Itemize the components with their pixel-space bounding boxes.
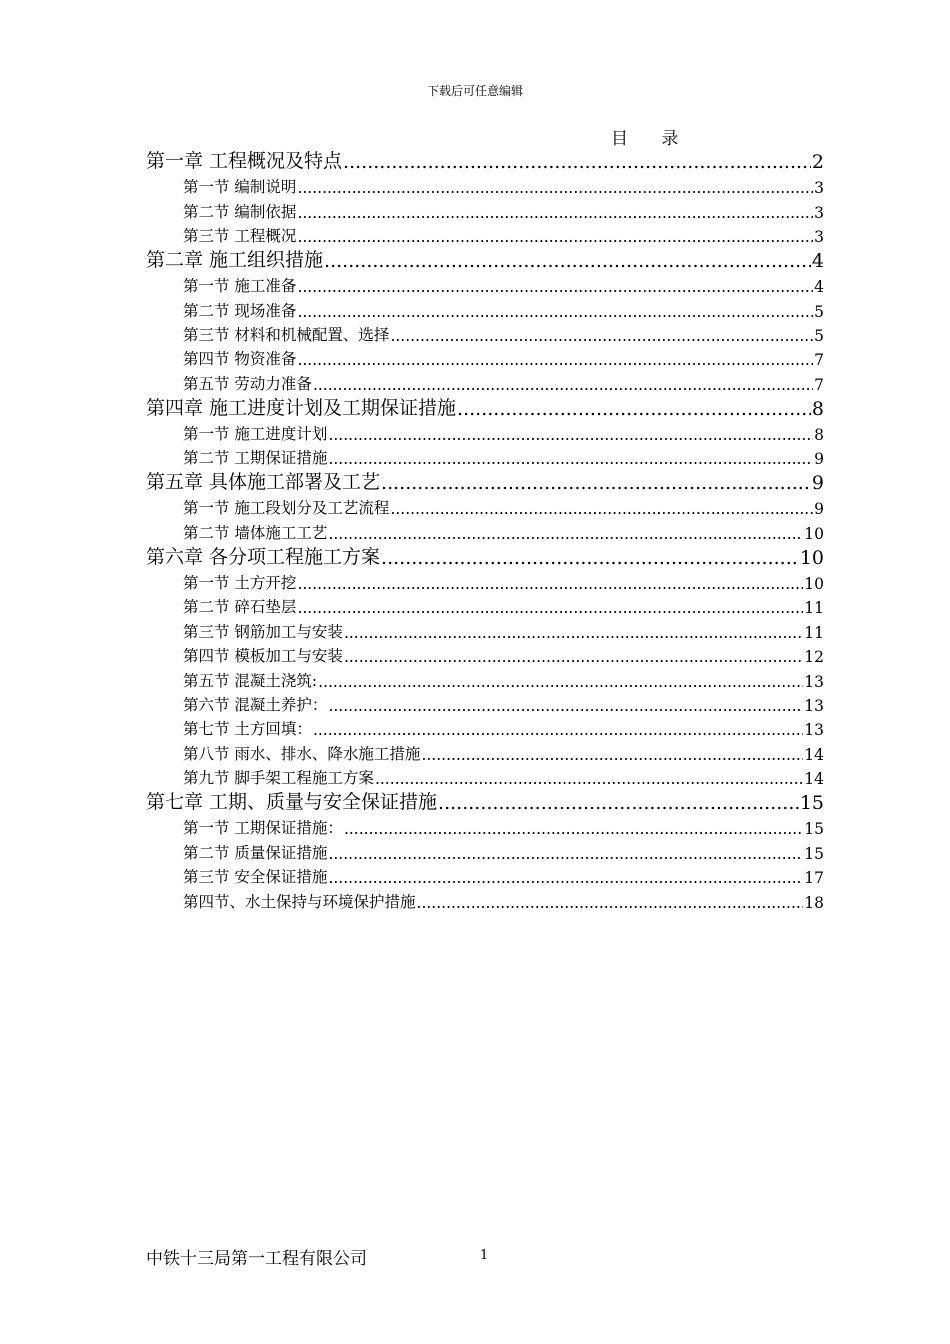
toc-section-entry[interactable] — [146, 764, 824, 788]
toc-dot-leader — [421, 746, 803, 764]
toc-entry-label: 第一节 土方开挖 — [183, 574, 297, 593]
toc-entry-label: 第一节 施工准备 — [183, 277, 297, 296]
toc-section-entry[interactable] — [146, 838, 824, 862]
toc-dot-leader — [297, 179, 813, 197]
toc-entry-page-number: 4 — [811, 249, 824, 272]
toc-entry-page-number: 7 — [814, 351, 824, 370]
toc-entry-label: 第八节 雨水、排水、降水施工措施 — [183, 744, 421, 763]
toc-section-entry[interactable] — [146, 444, 824, 468]
toc-dot-leader — [324, 250, 811, 272]
toc-entry-label: 第六节 混凝土养护： — [183, 696, 328, 715]
toc-entry-label: 第二节 碎石垫层 — [183, 598, 297, 617]
toc-chapter-entry[interactable] — [146, 468, 824, 494]
toc-dot-leader — [381, 472, 811, 494]
toc-dot-leader — [344, 648, 803, 666]
toc-entry-label: 第五章 具体施工部署及工艺 — [146, 471, 381, 494]
toc-section-entry[interactable] — [146, 518, 824, 542]
toc-entry-label: 第四章 施工进度计划及工期保证措施 — [146, 396, 457, 419]
toc-entry-label: 第一章 工程概况及特点 — [146, 149, 343, 172]
toc-dot-leader — [297, 204, 813, 222]
toc-entry-label: 第二节 质量保证措施 — [183, 843, 328, 862]
toc-entry-label: 第一节 编制说明 — [183, 178, 297, 197]
toc-section-entry[interactable] — [146, 321, 824, 345]
toc-dot-leader — [328, 869, 803, 887]
toc-entry-page-number: 15 — [799, 791, 824, 814]
toc-title: 目 录 — [611, 129, 693, 149]
toc-dot-leader — [417, 894, 804, 912]
toc-section-entry[interactable] — [146, 617, 824, 641]
toc-entry-label: 第二章 施工组织措施 — [146, 248, 324, 271]
header-note: 下载后可任意编辑 — [426, 84, 523, 98]
toc-section-entry[interactable] — [146, 666, 824, 690]
toc-entry-label: 第四节、水土保持与环境保护措施 — [183, 892, 416, 911]
toc-entry-page-number: 11 — [804, 623, 824, 642]
toc-entry-label: 第七节 土方回填： — [183, 720, 312, 739]
toc-dot-leader — [390, 327, 813, 345]
toc-dot-leader — [297, 303, 813, 321]
toc-entry-page-number: 14 — [804, 745, 824, 764]
toc-section-entry[interactable] — [146, 642, 824, 666]
toc-section-entry[interactable] — [146, 863, 824, 887]
toc-section-entry[interactable] — [146, 222, 824, 246]
toc-section-entry[interactable] — [146, 197, 824, 221]
toc-chapter-entry[interactable] — [146, 246, 824, 272]
toc-entry-label: 第三节 钢筋加工与安装 — [183, 622, 343, 641]
toc-dot-leader — [344, 624, 803, 642]
toc-entry-page-number: 5 — [814, 302, 824, 321]
footer-company-name: 中铁十三局第一工程有限公司 — [146, 1249, 367, 1269]
toc-entry-page-number: 13 — [804, 672, 824, 691]
toc-dot-leader — [297, 575, 803, 593]
toc-section-entry[interactable] — [146, 272, 824, 296]
toc-section-entry[interactable] — [146, 739, 824, 763]
toc-section-entry[interactable] — [146, 173, 824, 197]
toc-section-entry[interactable] — [146, 369, 824, 393]
toc-section-entry[interactable] — [146, 569, 824, 593]
toc-dot-leader — [375, 770, 803, 788]
toc-section-entry[interactable] — [146, 345, 824, 369]
toc-entry-page-number: 4 — [814, 278, 824, 297]
toc-entry-label: 第七章 工期、质量与安全保证措施 — [146, 790, 438, 813]
toc-dot-leader — [328, 426, 813, 444]
toc-entry-label: 第三节 工程概况 — [183, 226, 297, 245]
toc-entry-page-number: 14 — [804, 770, 824, 789]
toc-entry-page-number: 10 — [804, 575, 824, 594]
toc-entry-page-number: 15 — [804, 844, 824, 863]
toc-entry-label: 第二节 工期保证措施 — [183, 449, 328, 468]
toc-dot-leader — [313, 721, 803, 739]
toc-entry-page-number: 7 — [814, 375, 824, 394]
toc-entry-page-number: 10 — [804, 524, 824, 543]
toc-dot-leader — [328, 845, 803, 863]
toc-entry-label: 第六章 各分项工程施工方案 — [146, 545, 381, 568]
footer-page-number: 1 — [480, 1248, 489, 1263]
toc-entry-label: 第一节 工期保证措施： — [183, 819, 343, 838]
toc-dot-leader — [297, 278, 813, 296]
toc-entry-page-number: 11 — [804, 599, 824, 618]
toc-section-entry[interactable] — [146, 593, 824, 617]
toc-dot-leader — [328, 525, 803, 543]
toc-dot-leader — [344, 820, 803, 838]
toc-entry-label: 第九节 脚手架工程施工方案 — [183, 769, 374, 788]
toc-entry-page-number: 2 — [811, 150, 824, 173]
toc-entry-page-number: 9 — [811, 472, 824, 495]
toc-section-entry[interactable] — [146, 887, 824, 911]
toc-entry-page-number: 3 — [814, 179, 824, 198]
toc-section-entry[interactable] — [146, 420, 824, 444]
toc-entry-page-number: 13 — [804, 721, 824, 740]
table-of-contents — [146, 147, 824, 912]
toc-dot-leader — [381, 547, 799, 569]
toc-entry-label: 第四节 模板加工与安装 — [183, 647, 343, 666]
toc-entry-page-number: 3 — [814, 227, 824, 246]
toc-entry-page-number: 3 — [814, 203, 824, 222]
toc-entry-page-number: 15 — [804, 820, 824, 839]
toc-dot-leader — [328, 697, 803, 715]
toc-chapter-entry[interactable] — [146, 147, 824, 173]
toc-entry-label: 第二节 现场准备 — [183, 301, 297, 320]
toc-dot-leader — [390, 500, 813, 518]
toc-entry-label: 第二节 墙体施工工艺 — [183, 523, 328, 542]
toc-entry-label: 第三节 安全保证措施 — [183, 868, 328, 887]
toc-entry-page-number: 8 — [811, 397, 824, 420]
toc-entry-label: 第一节 施工进度计划 — [183, 424, 328, 443]
toc-entry-page-number: 5 — [814, 326, 824, 345]
toc-entry-page-number: 9 — [814, 500, 824, 519]
toc-dot-leader — [297, 228, 813, 246]
toc-entry-page-number: 17 — [804, 869, 824, 888]
toc-entry-label: 第三节 材料和机械配置、选择 — [183, 325, 390, 344]
toc-entry-label: 第五节 劳动力准备 — [183, 374, 312, 393]
toc-dot-leader — [297, 599, 803, 617]
toc-entry-page-number: 13 — [804, 697, 824, 716]
toc-entry-label: 第五节 混凝土浇筑: — [183, 671, 318, 690]
toc-dot-leader — [438, 792, 799, 814]
toc-entry-page-number: 8 — [814, 425, 824, 444]
toc-dot-leader — [328, 450, 813, 468]
toc-entry-label: 第一节 施工段划分及工艺流程 — [183, 499, 390, 518]
toc-entry-page-number: 10 — [799, 546, 824, 569]
toc-chapter-entry[interactable] — [146, 788, 824, 814]
toc-section-entry[interactable] — [146, 296, 824, 320]
toc-dot-leader — [297, 351, 813, 369]
toc-dot-leader — [318, 673, 803, 691]
toc-dot-leader — [457, 398, 811, 420]
toc-entry-page-number: 12 — [804, 648, 824, 667]
toc-entry-page-number: 18 — [804, 893, 824, 912]
toc-section-entry[interactable] — [146, 691, 824, 715]
toc-entry-label: 第四节 物资准备 — [183, 350, 297, 369]
toc-chapter-entry[interactable] — [146, 394, 824, 420]
toc-section-entry[interactable] — [146, 494, 824, 518]
toc-chapter-entry[interactable] — [146, 543, 824, 569]
toc-dot-leader — [313, 376, 813, 394]
toc-entry-page-number: 9 — [814, 450, 824, 469]
toc-section-entry[interactable] — [146, 814, 824, 838]
toc-dot-leader — [343, 151, 811, 173]
toc-entry-label: 第二节 编制依据 — [183, 202, 297, 221]
toc-section-entry[interactable] — [146, 715, 824, 739]
